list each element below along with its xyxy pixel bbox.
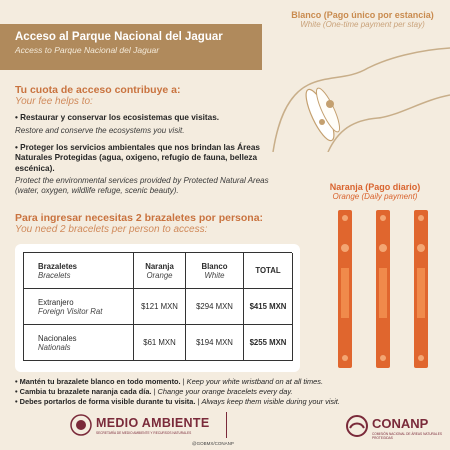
orange-bracelet-caption <box>300 182 450 201</box>
logo-conanp-sub: COMISIÓN NACIONAL DE ÁREAS NATURALES PROTEGIDAS <box>372 432 442 440</box>
orange-bracelet-strip <box>338 210 352 368</box>
conanp-logo-icon <box>345 414 369 438</box>
orange-bracelet-strip <box>376 210 390 368</box>
row-label: Nacionales <box>38 333 77 343</box>
row-label: Extranjero <box>38 297 74 307</box>
fee-item-en: Restore and conserve the ecosystems you visit. <box>15 125 185 135</box>
price-cell: $194 MXN <box>186 325 244 361</box>
header-orange-en: Orange <box>146 270 173 280</box>
table-row-label <box>24 325 134 361</box>
header-banner <box>0 24 262 70</box>
page-subtitle: Access to Parque Nacional del Jaguar <box>15 45 160 55</box>
fee-item-es: • Restaurar y conservar los ecosistemas que visitas. <box>15 113 220 122</box>
white-bracelet-subtitle: White (One-time payment per stay) <box>300 20 425 29</box>
table-header-cell: TOTAL <box>244 253 293 289</box>
header-white: Blanco <box>201 261 228 271</box>
total-cell: $415 MXN <box>244 289 293 325</box>
note-es: • Cambia tu brazalete naranja cada día. <box>15 387 152 396</box>
note-es: • Debes portarlos de forma visible durante tu visita. <box>15 397 196 406</box>
bracelets-heading-en: You need 2 bracelets per person to access: <box>15 224 208 235</box>
price-table <box>15 244 300 372</box>
footer <box>0 404 450 450</box>
fee-heading-en: Your fee helps to: <box>15 96 93 107</box>
orange-bracelets-illustration <box>330 208 440 372</box>
wrist-with-white-bracelet <box>268 40 450 152</box>
header-label-en: Bracelets <box>38 270 71 280</box>
note-en: Keep your white wristband on at all times. <box>186 377 324 386</box>
fee-item <box>15 143 277 197</box>
row-label-en: Nationals <box>38 342 71 352</box>
fee-item-en: Protect the environmental services provided by Protected Natural Areas (water, oxygen, wildlife refuge, scenic beauty). <box>15 176 269 195</box>
fee-item-es: • Proteger los servicios ambientales que nos brindan las Áreas Naturales Protegidas (agua, oxigeno, refugio de fauna, belleza escénica). <box>15 142 260 173</box>
page-title: Acceso al Parque Nacional del Jaguar <box>15 31 223 43</box>
table-row-label <box>24 289 134 325</box>
row-label-en: Foreign Visitor Rat <box>38 306 103 316</box>
orange-bracelet-strip <box>414 210 428 368</box>
header-label: Brazaletes <box>38 261 78 271</box>
orange-bracelet-subtitle: Orange (Daily payment) <box>332 192 418 201</box>
table-header-cell <box>186 253 244 289</box>
table-header-cell <box>24 253 134 289</box>
logo-medio-ambiente-sub: SECRETARÍA DE MEDIO AMBIENTE Y RECURSOS NATURALES <box>96 431 192 435</box>
bracelets-section <box>15 212 305 235</box>
table-header-cell <box>134 253 186 289</box>
price-cell: $61 MXN <box>134 325 186 361</box>
note-es: • Mantén tu brazalete blanco en todo momento. <box>15 377 181 386</box>
price-cell: $121 MXN <box>134 289 186 325</box>
price-cell: $294 MXN <box>186 289 244 325</box>
notes-list <box>15 377 425 407</box>
logo-medio-ambiente: MEDIO AMBIENTE <box>96 416 210 430</box>
government-seal-icon <box>70 412 92 438</box>
note-item: • Cambia tu brazalete naranja cada día. | Change your orange bracelets every day. <box>15 387 293 396</box>
header-orange: Naranja <box>145 261 174 271</box>
white-bracelet-title: Blanco (Pago único por estancia) <box>291 10 434 20</box>
logo-conanp: CONANP <box>372 416 429 431</box>
fee-heading: Tu cuota de acceso contribuye a: <box>15 84 181 96</box>
fee-item <box>15 113 277 136</box>
note-item: • Mantén tu brazalete blanco en todo momento. | Keep your white wristband on at all times. <box>15 377 324 386</box>
bracelets-heading: Para ingresar necesitas 2 brazaletes por persona: <box>15 212 264 224</box>
white-bracelet-caption <box>275 10 450 29</box>
total-cell: $255 MXN <box>244 325 293 361</box>
note-en: Always keep them visible during your visit. <box>201 397 340 406</box>
fee-section <box>15 84 277 196</box>
header-white-en: White <box>204 270 225 280</box>
footer-divider <box>226 412 227 438</box>
note-item: • Debes portarlos de forma visible durante tu visita. | Always keep them visible during your visit. <box>15 397 340 406</box>
note-en: Change your orange bracelets every day. <box>157 387 293 396</box>
social-handle: @GOBMX/CONANP <box>192 441 234 446</box>
orange-bracelet-title: Naranja (Pago diario) <box>329 182 421 192</box>
